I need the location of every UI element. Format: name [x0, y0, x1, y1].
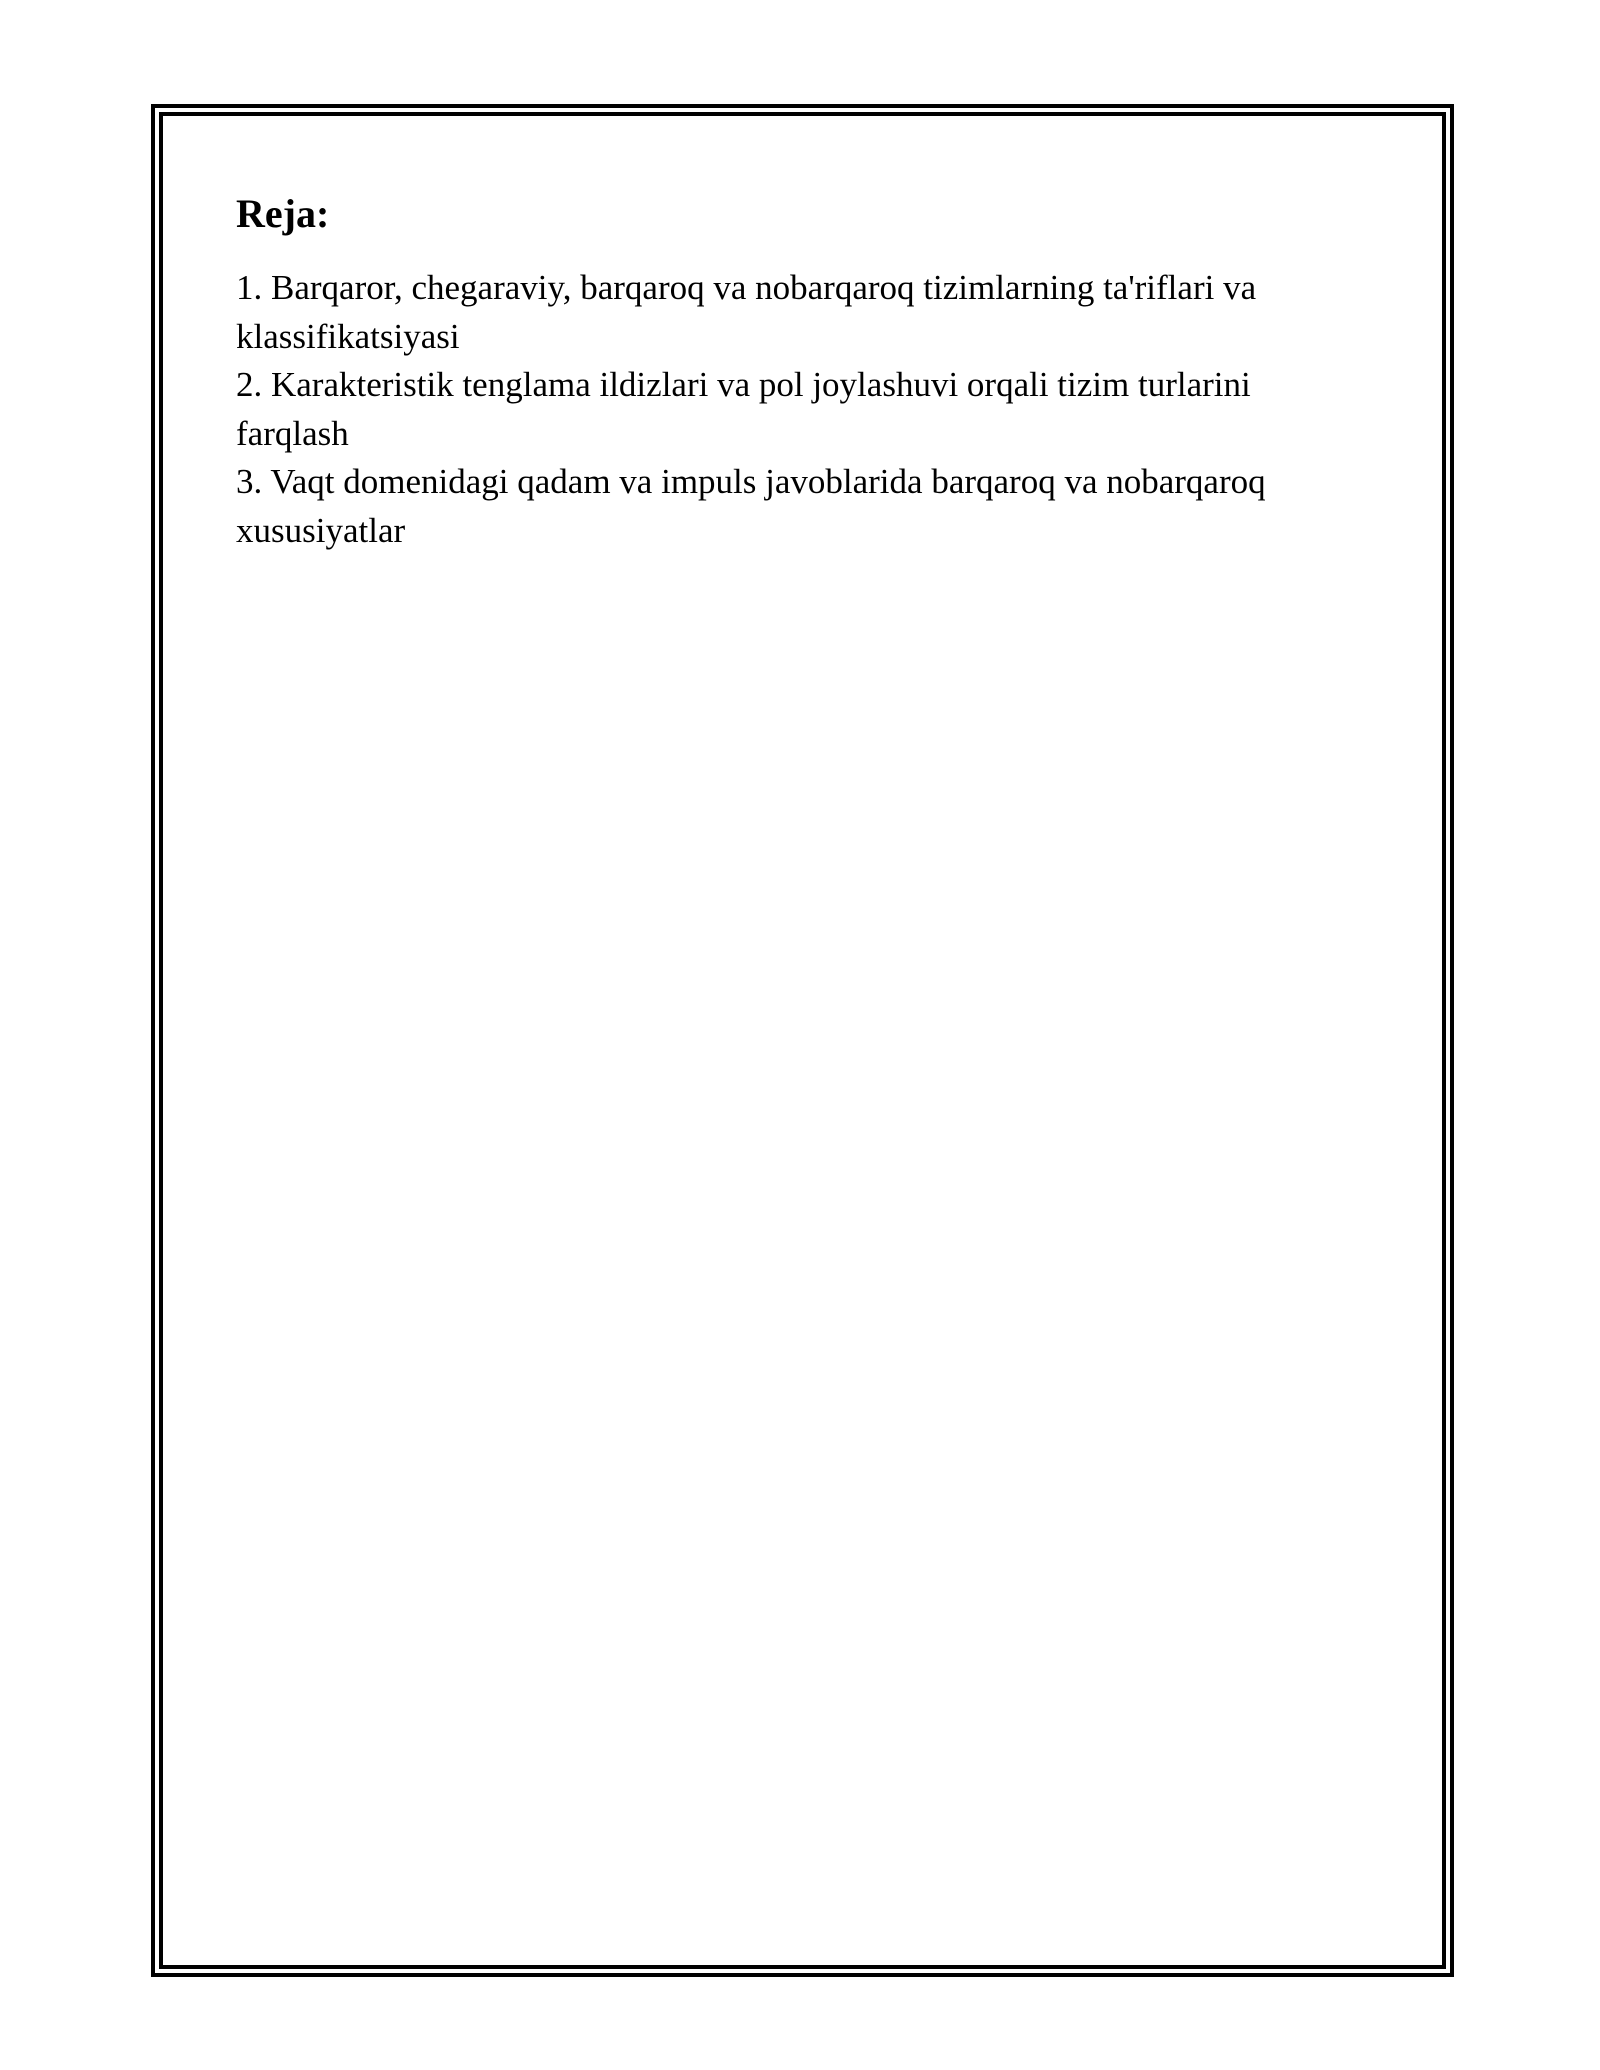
plan-item-1: 1. Barqaror, chegaraviy, barqaroq va nobarqaroq tizimlarning ta'riflari va klassifikatsiyasi: [236, 268, 1257, 356]
plan-item-2: 2. Karakteristik tenglama ildizlari va pol joylashuvi orqali tizim turlarini farqlash: [236, 365, 1251, 453]
plan-list: [236, 264, 1356, 555]
document-body: [236, 188, 1356, 555]
plan-heading: Reja:: [236, 191, 330, 236]
plan-item-3: 3. Vaqt domenidagi qadam va impuls javoblarida barqaroq va nobarqaroq xususiyatlar: [236, 462, 1266, 550]
